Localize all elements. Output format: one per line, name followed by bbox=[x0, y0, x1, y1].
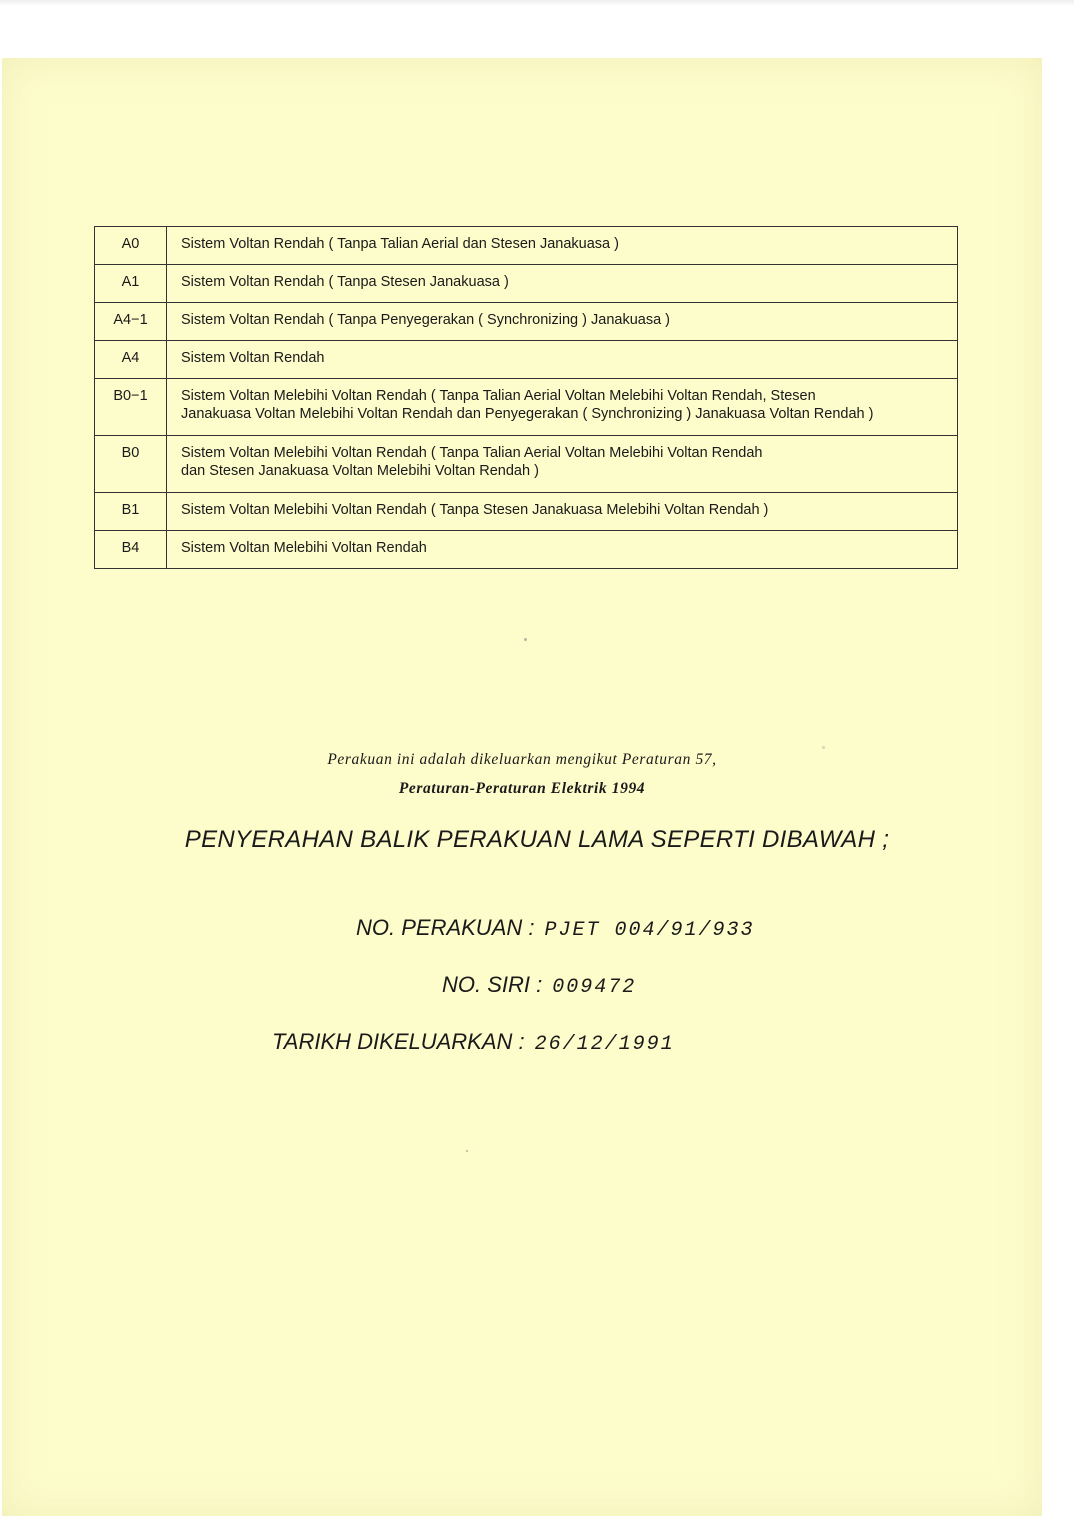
regulation-reference: Peraturan-Peraturan Elektrik 1994 bbox=[398, 780, 646, 797]
issue-date-label: TARIKH DIKELUARKAN : bbox=[272, 1029, 525, 1054]
scan-speck bbox=[524, 638, 527, 641]
class-description: Sistem Voltan Melebihi Voltan Rendah bbox=[167, 531, 958, 569]
issue-date-field bbox=[272, 1029, 675, 1056]
table-row bbox=[95, 265, 958, 303]
class-code: B0−1 bbox=[95, 379, 167, 436]
certificate-page bbox=[2, 58, 1042, 1516]
scan-speck bbox=[466, 1150, 468, 1152]
class-description-line: Janakuasa Voltan Melebihi Voltan Rendah dan Penyegerakan ( Synchronizing ) Janakuasa Voltan Rendah ) bbox=[181, 406, 874, 422]
class-description: Sistem Voltan Melebihi Voltan Rendah ( Tanpa Stesen Janakuasa Melebihi Voltan Rendah ) bbox=[167, 493, 958, 531]
serial-number-label: NO. SIRI : bbox=[442, 972, 543, 997]
scan-edge bbox=[0, 0, 1074, 6]
class-code: B0 bbox=[95, 436, 167, 493]
class-description: Sistem Voltan Rendah ( Tanpa Talian Aerial dan Stesen Janakuasa ) bbox=[167, 227, 958, 265]
table-row bbox=[95, 436, 958, 493]
certificate-number-label: NO. PERAKUAN : bbox=[356, 915, 535, 940]
class-description: Sistem Voltan Rendah bbox=[167, 341, 958, 379]
table-row bbox=[95, 303, 958, 341]
serial-number-field bbox=[442, 972, 636, 999]
class-description: Sistem Voltan Rendah ( Tanpa Stesen Janakuasa ) bbox=[167, 265, 958, 303]
certificate-number-value: PJET 004/91/933 bbox=[544, 919, 755, 942]
class-description-line: Sistem Voltan Melebihi Voltan Rendah ( Tanpa Talian Aerial Voltan Melebihi Voltan Rendah, Stesen bbox=[181, 388, 816, 404]
table-row bbox=[95, 493, 958, 531]
class-description-line: Sistem Voltan Melebihi Voltan Rendah ( Tanpa Talian Aerial Voltan Melebihi Voltan Rendah bbox=[181, 445, 763, 461]
table-row bbox=[95, 341, 958, 379]
certificate-number-field bbox=[356, 915, 755, 942]
class-code: B4 bbox=[95, 531, 167, 569]
class-description-line: dan Stesen Janakuasa Voltan Melebihi Voltan Rendah ) bbox=[181, 463, 539, 479]
class-code: A4 bbox=[95, 341, 167, 379]
serial-number-value: 009472 bbox=[552, 976, 637, 999]
class-description bbox=[167, 436, 958, 493]
class-code: A4−1 bbox=[95, 303, 167, 341]
surrender-heading: PENYERAHAN BALIK PERAKUAN LAMA SEPERTI DIBAWAH ; bbox=[184, 826, 890, 853]
class-description: Sistem Voltan Rendah ( Tanpa Penyegerakan ( Synchronizing ) Janakuasa ) bbox=[167, 303, 958, 341]
table-row bbox=[95, 379, 958, 436]
table-row bbox=[95, 227, 958, 265]
class-code: A1 bbox=[95, 265, 167, 303]
class-code: A0 bbox=[95, 227, 167, 265]
class-description bbox=[167, 379, 958, 436]
issue-date-value: 26/12/1991 bbox=[534, 1033, 675, 1056]
table-row bbox=[95, 531, 958, 569]
regulation-note: Perakuan ini adalah dikeluarkan mengikut Peraturan 57, bbox=[327, 751, 717, 768]
class-code: B1 bbox=[95, 493, 167, 531]
scan-speck bbox=[822, 746, 825, 749]
classification-table bbox=[94, 226, 958, 569]
